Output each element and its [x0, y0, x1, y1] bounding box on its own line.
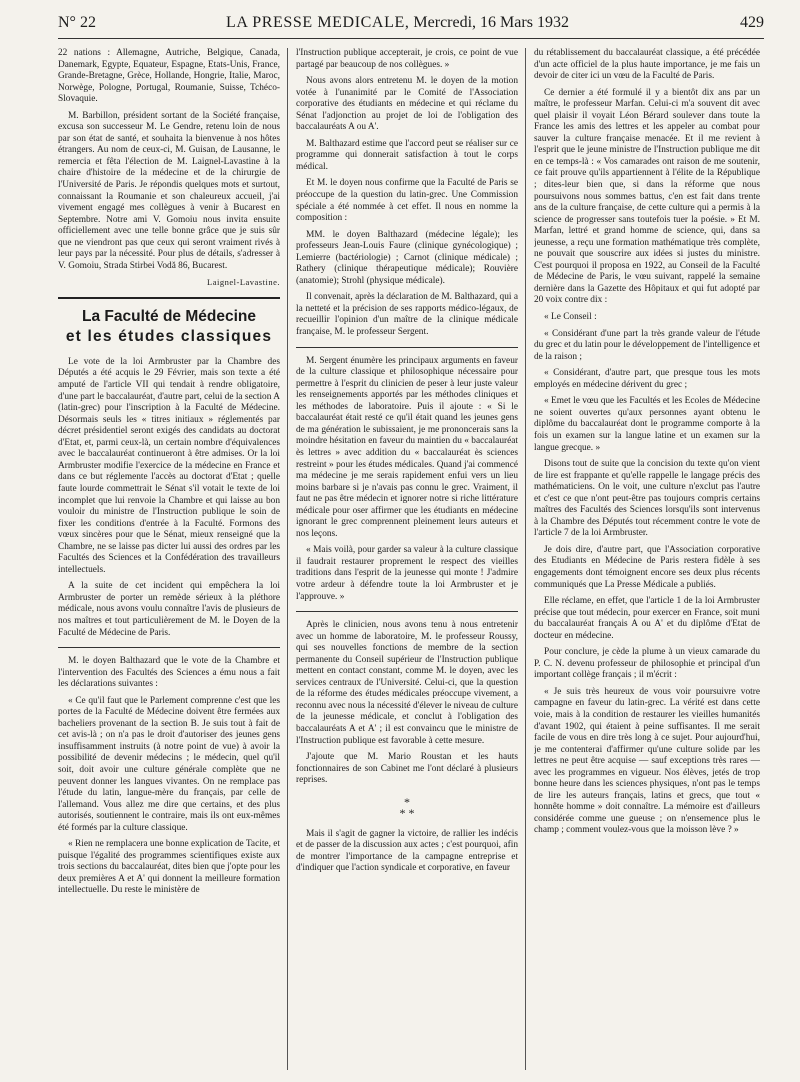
paragraph: Et M. le doyen nous confirme que la Faculté de Paris se préoccupe de la question du latin-grec. Une Commission spéciale a été nommée à cet effet. Il nous en nomme la composition :: [296, 178, 518, 224]
paragraph: « Emet le vœu que les Facultés et les Ecoles de Médecine ne soient ouvertes qu'aux personnes ayant obtenu le diplôme du baccalauréat dont le programme comporte à la fois un examen sur la langue latine et un examen sur la langue grecque. »: [534, 396, 760, 453]
article-title: [58, 307, 280, 347]
paragraph: « Considérant d'une part la très grande valeur de l'étude du grec et du latin pour le développement de l'intelligence et de la raison ;: [534, 328, 760, 362]
article-signature: Laignel-Lavastine.: [207, 277, 280, 288]
paragraph: « Considérant, d'autre part, que presque tous les mots employés en médecine dérivent du grec ;: [534, 368, 760, 390]
issue-number: N° 22: [58, 14, 96, 31]
paragraph: Le vote de la loi Armbruster par la Chambre des Députés a été acquis le 29 Février, mais son texte a été amputé de l'article VII qui tendait à rendre obligatoire, d'une part le baccalauréat, d'autre part, celui de la section A (latin-grec) pour l'inscription à la Faculté de Médecine. Désormais seuls les « titres initiaux » réglementés par décret présidentiel seront exigés des candidats au doctorat d'Etat, et, parmi ceux-là, un certain nombre d'équivalences avec le baccalauréat continueront à être admises. Or la loi Armbruster modifie l'exercice de la médecine en France et dans ce but réglemente l'accès au doctorat d'Etat ; quelle faute lourde commettrait le Sénat s'il votait le texte de loi incomplet que lui renvoie la Chambre et qui laisse au bon vouloir du ministre de l'Instruction publique le soin de fixer les conditions d'entrée à la Faculté. Formons des vœux sincères pour que le Sénat, mieux renseigné que la Chambre, ne se laisse pas dicter lui aussi des ordres par les Facultés des Sciences et la Confédération des travailleurs intellectuels.: [58, 356, 280, 575]
paragraph: Disons tout de suite que la concision du texte qu'on vient de lire est frappante et qu'elle rappelle le langage précis des mathématiciens. On le voit, une culture n'exclut pas l'autre et c'est ce que n'ont peut-être pas toujours compris certains maîtres des Facultés des Sciences lorsqu'ils sont intervenus à la Chambre des Députés tout récemment contre le vote de l'article 7 de la loi Armbruster.: [534, 459, 760, 539]
column-right: [534, 48, 760, 1070]
article-title-line: La Faculté de Médecine: [82, 307, 256, 325]
section-asterism: [296, 794, 518, 820]
asterism-bottom: * *: [399, 805, 415, 820]
paragraph: Mais il s'agit de gagner la victoire, de rallier les indécis et de passer de la discussion aux actes ; c'est pourquoi, afin de montrer l'importance de la campagne entreprise et d'indiquer que l'action syndicale et corporative, en faveur: [296, 828, 518, 874]
journal-masthead: [226, 14, 569, 32]
column-left: [58, 48, 280, 1070]
paragraph: « Rien ne remplacera une bonne explication de Tacite, et puisque l'égalité des programmes scientifiques existe aux trois sections du baccalauréat, dites bien que j'opte pour les deux premières A et A' qui donnent la meilleure formation intellectuelle. Du reste le ministère de: [58, 839, 280, 896]
column-middle: [296, 48, 518, 1070]
paragraph: Pour conclure, je cède la plume à un vieux camarade du P. C. N. devenu professeur de philosophie et principal d'un important collège français ; il m'écrit :: [534, 647, 760, 681]
page-number: 429: [740, 14, 764, 31]
paragraph: 22 nations : Allemagne, Autriche, Belgique, Canada, Danemark, Egypte, Equateur, Espagne, Etats-Unis, France, Grande-Bretagne, Grèce, Hollande, Hongrie, Italie, Maroc, Norwège, Pologne, Portugal, Roumanie, Suisse, Tchéco-Slovaquie.: [58, 48, 280, 105]
issue-date: Mercredi, 16 Mars 1932: [413, 14, 569, 31]
section-divider: [296, 347, 518, 348]
article-title-line: et les études classiques: [65, 327, 273, 345]
asterism-top: *: [404, 794, 410, 809]
section-divider: [296, 611, 518, 612]
paragraph: « Mais voilà, pour garder sa valeur à la culture classique il faudrait restaurer proprement le respect des vieilles traditions dans l'esprit de la jeunesse qui monte ! J'admire votre ardeur à défendre toute la loi Armbruster et je l'approuve. »: [296, 545, 518, 602]
paragraph: M. Barbillon, président sortant de la Société française, excusa son successeur M. Le Gendre, retenu loin de nous par son état de santé, et souhaita la bienvenue à nos hôtes étrangers. Au nom de ceux-ci, M. Guisan, de Lausanne, le remercia et fêta l'élection de M. Laignel-Lavastine à la chaire d'histoire de la médecine et de la chirurgie de l'Université de Paris. Je répondis quelques mots et surtout, connaissant la Roumanie et son chaleureux accueil, j'ai vivement engagé mes collègues à venir à Bucarest en Septembre. Notre ami V. Gomoiu nous invita ensuite officiellement avec une telle bonne grâce que je suis sûr que ne viendront pas que ceux qui seront vraiment rivés à leur pays par la nécessité. Pour plus de détails, s'adresser à V. Gomoiu, Strada Stirbei Vodă 86, Bucarest.: [58, 110, 280, 271]
paragraph: « Je suis très heureux de vous voir poursuivre votre campagne en faveur du latin-grec. La vérité est dans cette voie, mais à la condition de restaurer les vieilles humanités d'avant 1902, qui étaient à peine suffisantes. Il me serait facile de vous en dire très long à ce sujet. Pour aujourd'hui, je me contenterai d'affirmer qu'une culture solide par les lettres ne peut être acquise — sauf exceptions très rares — avec les programmes en vigueur. Nos élèves, jetés de trop bonne heure dans les sciences physiques, n'ont pas le temps de lire les auteurs français, latins et grecs, que tout « honnête homme » doit connaître. La mémoire est d'ailleurs considérée comme une gueuse ; on n'ensemence plus le champ ; comment voulez-vous que la moisson lève ? »: [534, 686, 760, 836]
page-header: [58, 14, 764, 39]
paragraph: M. Balthazard estime que l'accord peut se réaliser sur ce programme qui donnerait satisfaction à tout le corps médical.: [296, 138, 518, 172]
paragraph: Elle réclame, en effet, que l'article 1 de la loi Armbruster précise que tout médecin, pour exercer en France, soit muni du baccalauréat français A ou A' et du diplôme d'Etat de docteur en médecine.: [534, 596, 760, 641]
paragraph: MM. le doyen Balthazard (médecine légale); les professeurs Jean-Louis Faure (clinique gynécologique) ; Lemierre (bactériologie) ; Carnot (clinique médicale) ; Rathery (clinique thérapeutique médicale); Rouvière (anatomie); Strohl (physique médicale).: [296, 229, 518, 286]
paragraph: A la suite de cet incident qui empêchera la loi Armbruster de porter un remède sérieux à la pléthore médicale, nous avons voulu connaître l'avis de plusieurs de nos maîtres et tout particulièrement de M. le Doyen de la Faculté de Médecine de Paris.: [58, 581, 280, 638]
journal-title: LA PRESSE MEDICALE,: [226, 14, 410, 31]
paragraph: Il convenait, après la déclaration de M. Balthazard, qui a la netteté et la précision de ses rapports médico-légaux, de recueillir l'opinion d'un maître de la clinique médicale française, M. le professeur Sergent.: [296, 292, 518, 338]
paragraph: J'ajoute que M. Mario Roustan et les hauts fonctionnaires de son Cabinet me l'ont déclaré à plusieurs reprises.: [296, 752, 518, 786]
paragraph: Je dois dire, d'autre part, que l'Association corporative des Etudiants en Médecine de Paris restera fidèle à ses engagements dont témoignent encore ses deux plus récents communiqués que La Presse Médicale a publiés.: [534, 544, 760, 590]
column-divider: [525, 48, 526, 1070]
paragraph: M. le doyen Balthazard que le vote de la Chambre et l'intervention des Facultés des Sciences a ému nous a fait les déclarations suivantes :: [58, 656, 280, 690]
paragraph: Après le clinicien, nous avons tenu à nous entretenir avec un homme de laboratoire, M. le professeur Roussy, qui ses nouvelles fonctions de membre de la section permanente du Conseil supérieur de l'Instruction publique mettent en contact constant, comme M. le doyen, avec les services centraux de l'Université. Celui-ci, que la question de la réforme des études médicales préoccupe vivement, a reconnu avec nous la nécessité d'élever le niveau de culture de la jeunesse médicale, et conclut à l'obligation des baccalauréats A et A' ; il est convaincu que le ministre de l'Instruction publique est favorable à cette mesure.: [296, 620, 518, 746]
paragraph: Ce dernier a été formulé il y a bientôt dix ans par un maître, le professeur Marfan. Celui-ci m'a souvent dit avec quel plaisir il voyait Léon Bérard soulever dans toute la France les amis des lettres et les appeler au combat pour sauver la culture française menacée. Et il me revient à l'esprit que le jeune ministre de l'Instruction publique me dit en ce temps-là : « Vos camarades ont raison de me soutenir, ce fait prouve qu'ils appartiennent à l'élite de la République ; dites-leur bien que, si dans la réforme que nous poursuivons nous sommes battus, c'en est fait dans trente ans de la culture française, de cette culture qui a permis à la science de progresser sans toutefois tuer la poésie. » Et M. Marfan, lettré et grand homme de science, qui, dans sa jeunesse, a reçu une formation mathématique très complète, ne pouvait que souscrire aux idées si justes du ministre. C'est pourquoi il proposa en 1922, au Conseil de la Faculté de Médecine de Paris, le vœu suivant, rappelé la semaine dernière dans la Gazette des Hôpitaux et qui fut adopté par 20 voix contre dix :: [534, 87, 760, 306]
paragraph: du rétablissement du baccalauréat classique, a été précédée d'un acte officiel de la plus haute importance, je me fais un devoir de citer ici un vœu de la Faculté de Paris.: [534, 48, 760, 82]
paragraph: « Le Conseil :: [544, 312, 597, 323]
paragraph: Nous avons alors entretenu M. le doyen de la motion votée à l'unanimité par le Comité de l'Association corporative des étudiants en médecine et qui réclame du Sénat l'adjonction au projet de loi de l'obligation des baccalauréats A ou A'.: [296, 76, 518, 133]
column-divider: [287, 48, 288, 1070]
section-divider: [58, 297, 280, 299]
paragraph: « Ce qu'il faut que le Parlement comprenne c'est que les portes de la Faculté de Médecine doivent être fermées aux bacheliers provenant de la section B. Je suis tout à fait de cet avis-là ; on n'a pas le droit d'autoriser des jeunes gens insuffisamment instruits (à notre point de vue) à avoir la possibilité de devenir médecins ; le médecin, quel qu'il soit, doit avoir une culture générale complète que ne peuvent donner les langues vivantes. On ne remplace pas l'étude du latin, langue-mère du français, par celle de l'allemand. Vous allez me dire que certains, et des plus autorisés, soutiennent le contraire, mais ils ont eux-mêmes été formés par la culture classique.: [58, 695, 280, 833]
paragraph: M. Sergent énumère les principaux arguments en faveur de la culture classique et philosophique nécessaire pour permettre à l'esprit du clinicien de peser à leur juste valeur les renseignements apportés par les méthodes cliniques et les méthodes de laboratoire. Puis il ajoute : « Si le baccalauréat était resté ce qu'il était quand les jeunes gens de ma génération le subissaient, je me prononcerais sans la moindre hésitation en faveur du maintien du « baccalauréat ès lettres » avec addition du « baccalauréat ès sciences restreint » pour les études médicales. Quand j'ai commencé ma médecine je me serais rapidement enfui vers un lieu moins barbare si je n'avais pas connu le grec. Vraiment, il faut ne pas être médecin et ignorer notre si riche littérature médicale pour oser affirmer que les étudiants en médecine ignorant le grec comprennent pleinement leurs auteurs et nos leçons.: [296, 355, 518, 539]
section-divider: [58, 647, 280, 648]
paragraph: l'Instruction publique accepterait, je crois, ce point de vue partagé par beaucoup de nos collègues. »: [296, 48, 518, 70]
